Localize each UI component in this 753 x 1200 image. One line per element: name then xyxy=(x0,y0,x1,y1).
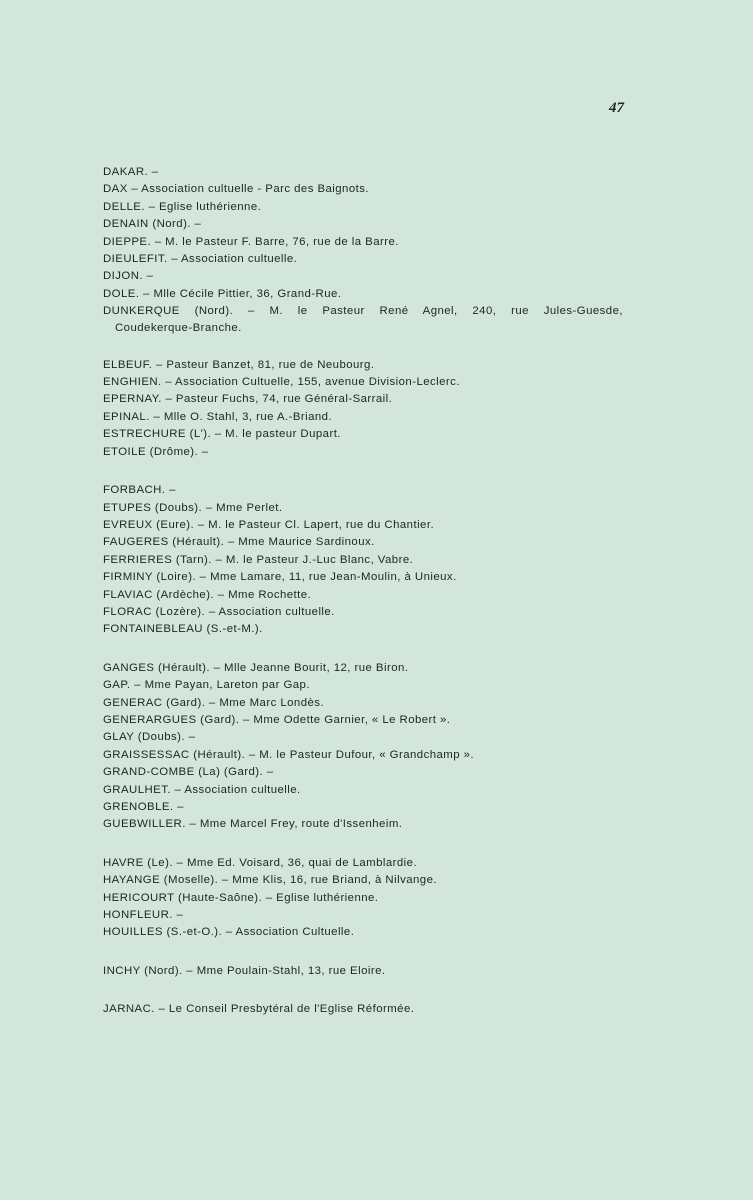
directory-entries xyxy=(103,164,703,1040)
entry-epinal: EPINAL. – Mlle O. Stahl, 3, rue A.-Briand. xyxy=(103,410,333,423)
entry-generac: GENERAC (Gard). – Mme Marc Londès. xyxy=(103,696,325,709)
entry-delle: DELLE. – Eglise luthérienne. xyxy=(103,200,262,213)
entry-estrechure: ESTRECHURE (L'). – M. le pasteur Dupart. xyxy=(103,428,341,441)
group-g xyxy=(103,660,703,834)
group-h xyxy=(103,855,703,942)
group-j xyxy=(103,1001,703,1018)
entry-forbach: FORBACH. – xyxy=(103,484,176,497)
entry-enghien: ENGHIEN. – Association Cultuelle, 155, avenue Division-Leclerc. xyxy=(103,376,460,389)
entry-etupes: ETUPES (Doubs). – Mme Perlet. xyxy=(103,501,283,514)
entry-fontainebleau: FONTAINEBLEAU (S.-et-M.). xyxy=(103,623,263,636)
entry-etoile: ETOILE (Drôme). – xyxy=(103,445,209,458)
page-number: 47 xyxy=(609,100,624,116)
entry-grenoble: GRENOBLE. – xyxy=(103,801,184,813)
entry-ferrieres: FERRIERES (Tarn). – M. le Pasteur J.-Luc Blanc, Vabre. xyxy=(103,553,414,566)
entry-dijon: DIJON. – xyxy=(103,270,154,283)
entry-grand-combe: GRAND-COMBE (La) (Gard). – xyxy=(103,766,274,779)
group-i xyxy=(103,963,703,980)
entry-inchy: INCHY (Nord). – Mme Poulain-Stahl, 13, rue Eloire. xyxy=(103,964,386,977)
entry-graissessac: GRAISSESSAC (Hérault). – M. le Pasteur Dufour, « Grandchamp ». xyxy=(103,748,475,761)
entry-dunkerque-continuation: Coudekerque-Branche. xyxy=(115,321,242,334)
entry-jarnac: JARNAC. – Le Conseil Presbytéral de l'Eglise Réformée. xyxy=(103,1003,415,1016)
entry-graulhet: GRAULHET. – Association cultuelle. xyxy=(103,783,301,796)
entry-denain: DENAIN (Nord). – xyxy=(103,218,202,231)
entry-dakar: DAKAR. – xyxy=(103,166,159,178)
entry-elbeuf: ELBEUF. – Pasteur Banzet, 81, rue de Neubourg. xyxy=(103,358,375,371)
entry-evreux: EVREUX (Eure). – M. le Pasteur Cl. Lapert, rue du Chantier. xyxy=(103,518,435,531)
entry-generargues: GENERARGUES (Gard). – Mme Odette Garnier, « Le Robert ». xyxy=(103,713,451,726)
group-e xyxy=(103,357,703,461)
entry-flaviac: FLAVIAC (Ardèche). – Mme Rochette. xyxy=(103,588,312,601)
entry-havre: HAVRE (Le). – Mme Ed. Voisard, 36, quai de Lamblardie. xyxy=(103,856,418,869)
entry-hericourt: HERICOURT (Haute-Saône). – Eglise luthérienne. xyxy=(103,891,379,904)
group-d xyxy=(103,164,703,336)
entry-gap: GAP. – Mme Payan, Lareton par Gap. xyxy=(103,679,310,692)
entry-hayange: HAYANGE (Moselle). – Mme Klis, 16, rue Briand, à Nilvange. xyxy=(103,874,437,887)
entry-dieulefit: DIEULEFIT. – Association cultuelle. xyxy=(103,253,298,266)
entry-epernay: EPERNAY. – Pasteur Fuchs, 74, rue Général-Sarrail. xyxy=(103,393,393,406)
entry-faugeres: FAUGERES (Hérault). – Mme Maurice Sardinoux. xyxy=(103,536,375,549)
entry-honfleur: HONFLEUR. – xyxy=(103,909,184,922)
entry-florac: FLORAC (Lozère). – Association cultuelle. xyxy=(103,605,335,618)
entry-houilles: HOUILLES (S.-et-O.). – Association Cultuelle. xyxy=(103,926,355,939)
entry-dole: DOLE. – Mlle Cécile Pittier, 36, Grand-Rue. xyxy=(103,287,342,300)
entry-dieppe: DIEPPE. – M. le Pasteur F. Barre, 76, rue de la Barre. xyxy=(103,235,399,248)
entry-dunkerque: DUNKERQUE (Nord). – M. le Pasteur René Agnel, 240, rue Jules-Guesde, xyxy=(103,305,623,318)
entry-glay: GLAY (Doubs). – xyxy=(103,731,196,744)
entry-ganges: GANGES (Hérault). – Mlle Jeanne Bourit, 12, rue Biron. xyxy=(103,661,409,674)
entry-dax: DAX – Association cultuelle - Parc des Baignots. xyxy=(103,183,369,196)
entry-firminy: FIRMINY (Loire). – Mme Lamare, 11, rue Jean-Moulin, à Unieux. xyxy=(103,571,457,584)
entry-guebwiller: GUEBWILLER. – Mme Marcel Frey, route d'Issenheim. xyxy=(103,818,403,831)
group-f xyxy=(103,482,703,639)
